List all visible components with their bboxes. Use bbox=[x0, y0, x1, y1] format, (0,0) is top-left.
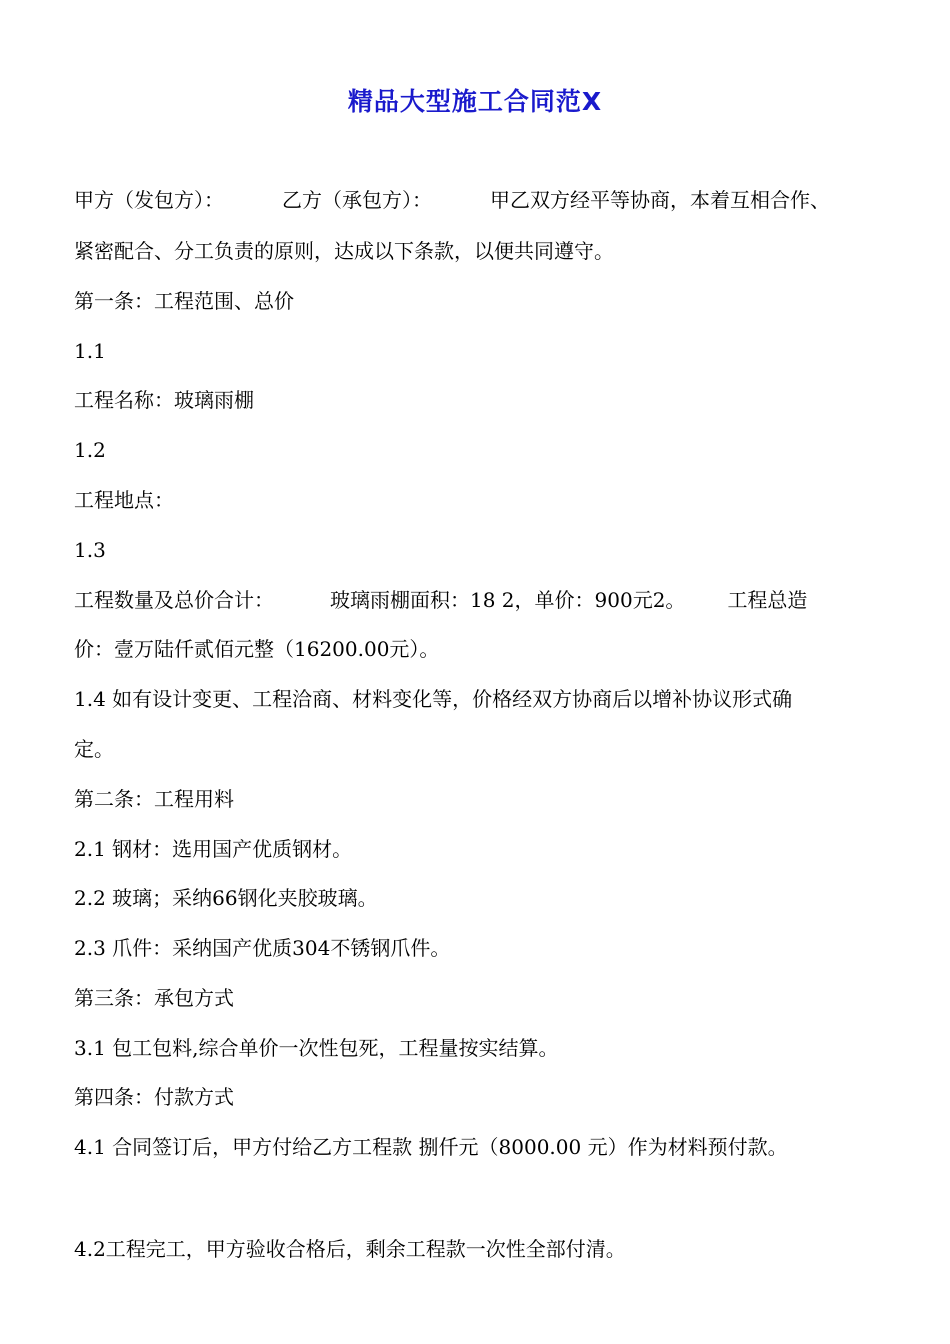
parties-line bbox=[74, 185, 894, 215]
quantity-line bbox=[74, 585, 894, 615]
quantity-area: 玻璃雨棚面积：18 2，单价：900元2。 bbox=[330, 588, 686, 612]
item-2-1: 2.1 钢材：选用国产优质钢材。 bbox=[74, 837, 353, 861]
item-1-2-number: 1.2 bbox=[74, 438, 106, 462]
item-1-4-start: 1.4 如有设计变更、工程洽商、材料变化等，价格经双方协商后以增补协议形式确 bbox=[74, 687, 793, 711]
item-2-2: 2.2 玻璃；采纳66钢化夹胶玻璃。 bbox=[74, 886, 378, 910]
item-1-3-number: 1.3 bbox=[74, 538, 106, 562]
intro-text-start: 甲乙双方经平等协商，本着互相合作、 bbox=[490, 188, 830, 212]
item-4-2: 4.2工程完工，甲方验收合格后，剩余工程款一次性全部付清。 bbox=[74, 1237, 626, 1261]
item-4-1: 4.1 合同签订后，甲方付给乙方工程款 捌仟元（8000.00 元）作为材料预付款。 bbox=[74, 1135, 788, 1159]
document-title: 精品大型施工合同范X bbox=[347, 87, 603, 116]
party-a-label: 甲方（发包方）： bbox=[74, 188, 224, 212]
total-cost-start: 工程总造 bbox=[727, 588, 808, 612]
total-cost-end: 价：壹万陆仟贰佰元整（16200.00元）。 bbox=[74, 637, 440, 661]
item-1-1-number: 1.1 bbox=[74, 339, 106, 363]
project-name: 工程名称：玻璃雨棚 bbox=[74, 388, 254, 412]
quantity-label: 工程数量及总价合计： bbox=[74, 588, 274, 612]
article-3-heading: 第三条：承包方式 bbox=[74, 986, 234, 1010]
intro-text-end: 紧密配合、分工负责的原则，达成以下条款，以便共同遵守。 bbox=[74, 239, 614, 263]
article-1-heading: 第一条：工程范围、总价 bbox=[74, 289, 294, 313]
item-1-4-end: 定。 bbox=[74, 737, 114, 761]
item-2-3: 2.3 爪件：采纳国产优质304不锈钢爪件。 bbox=[74, 936, 451, 960]
party-b-label: 乙方（承包方）： bbox=[282, 188, 432, 212]
article-4-heading: 第四条：付款方式 bbox=[74, 1085, 234, 1109]
article-2-heading: 第二条：工程用料 bbox=[74, 787, 234, 811]
project-site: 工程地点： bbox=[74, 488, 174, 512]
item-3-1: 3.1 包工包料,综合单价一次性包死，工程量按实结算。 bbox=[74, 1036, 559, 1060]
